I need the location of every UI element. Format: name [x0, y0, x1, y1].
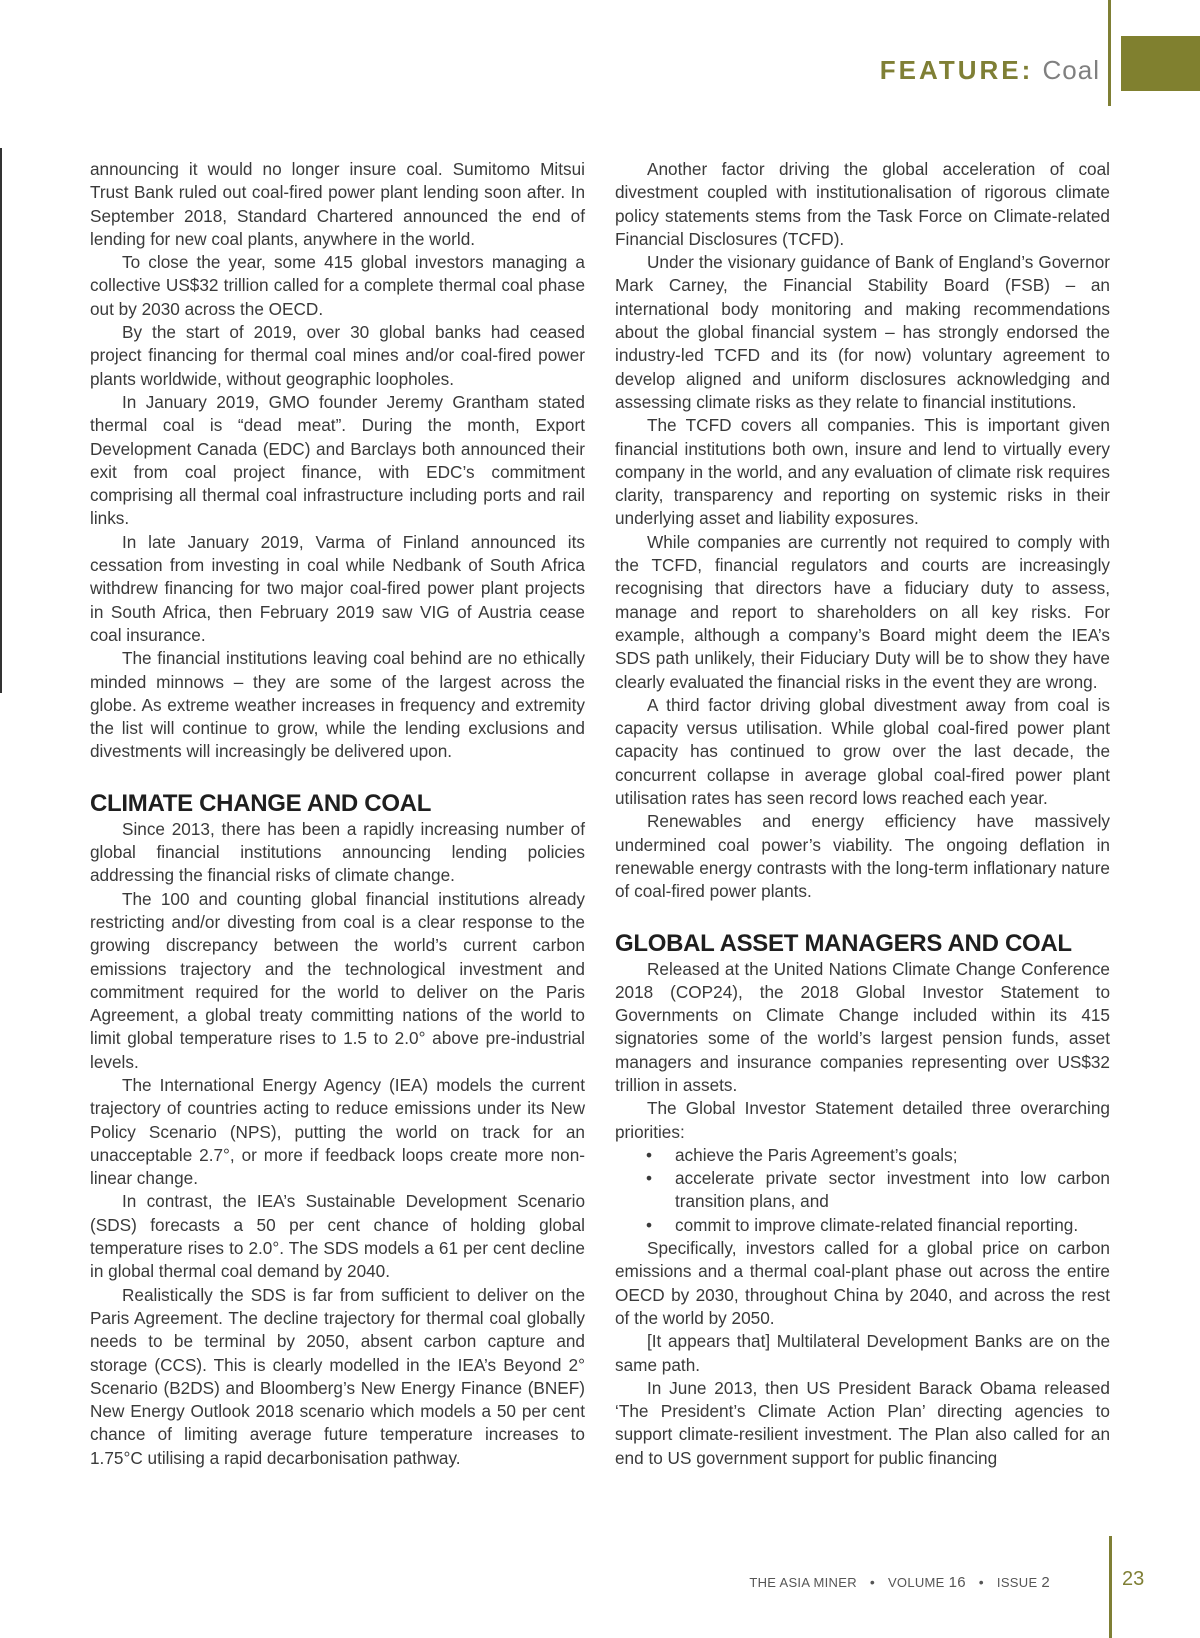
priorities-list	[615, 1144, 1110, 1237]
publication-name: THE ASIA MINER	[749, 1575, 857, 1590]
header-color-block	[1121, 36, 1200, 91]
footer-divider	[1109, 1536, 1112, 1638]
section-heading-climate-change: CLIMATE CHANGE AND COAL	[90, 789, 432, 817]
feature-label: FEATURE:	[879, 55, 1034, 85]
left-column	[90, 158, 585, 1470]
page-number: 23	[1122, 1568, 1145, 1590]
volume-number: 16	[948, 1574, 966, 1591]
header-divider	[1108, 0, 1111, 106]
volume-label: VOLUME	[887, 1575, 945, 1590]
paragraph: While companies are currently not required to comply with the TCFD, financial regulators and courts are increasingly recognising that directors have a fiduciary duty to assess, manage and report to shareholders on all key risks. For example, although a company’s Board might deem the IEA’s SDS path unlikely, their Fiduciary Duty will be to show they have clearly evaluated the financial risks in the event they are wrong.	[615, 531, 1110, 692]
paragraph: announcing it would no longer insure coal. Sumitomo Mitsui Trust Bank ruled out coal-fired power plant lending soon after. In September 2018, Standard Chartered announced the end of lending for new coal plants, anywhere in the world.	[90, 159, 585, 249]
paragraph: The 100 and counting global financial institutions already restricting and/or divesting from coal is a clear response to the growing discrepancy between the world’s current carbon emissions trajectory and the technological investment and commitment required for the world to deliver on the Paris Agreement, a global treaty committing nations of the world to limit global temperature rises to 1.5 to 2.0° above pre-industrial levels.	[90, 888, 585, 1072]
list-item	[615, 1214, 1110, 1237]
paragraph: Realistically the SDS is far from sufficient to deliver on the Paris Agreement. The decline trajectory for thermal coal globally needs to be terminal by 2050, absent carbon capture and storage (CCS). This is clearly modelled in the IEA’s Beyond 2° Scenario (B2DS) and Bloomberg’s New Energy Finance (BNEF) New Energy Outlook 2018 scenario which models a 50 per cent chance of limiting average future temperature increases to 1.75°C utilising a rapid decarbonisation pathway.	[90, 1284, 585, 1468]
list-item	[615, 1167, 1110, 1214]
paragraph: The financial institutions leaving coal behind are no ethically minded minnows – they are some of the largest across the globe. As extreme weather increases in frequency and extremity the list will continue to grow, while the lending exclusions and divestments will increasingly be delivered upon.	[90, 648, 585, 762]
paragraph: In late January 2019, Varma of Finland announced its cessation from investing in coal while Nedbank of South Africa withdrew financing for two major coal-fired power plant projects in South Africa, then February 2019 saw VIG of Austria cease coal insurance.	[90, 531, 585, 645]
paragraph: [It appears that] Multilateral Development Banks are on the same path.	[615, 1331, 1110, 1375]
paragraph: In June 2013, then US President Barack Obama released ‘The President’s Climate Action Plan’ directing agencies to support climate-resilient investment. The Plan also called for an end to US government support for public financing	[615, 1377, 1110, 1468]
list-item-text: achieve the Paris Agreement’s goals;	[675, 1144, 958, 1165]
issue-label: ISSUE	[996, 1575, 1038, 1590]
feature-topic: Coal	[1042, 55, 1100, 85]
paragraph: In January 2019, GMO founder Jeremy Grantham stated thermal coal is “dead meat”. During the month, Export Development Canada (EDC) and Barclays both announced their exit from coal project finance, with EDC’s commitment comprising all thermal coal infrastructure including ports and rail links.	[90, 391, 585, 529]
section-heading-asset-managers: GLOBAL ASSET MANAGERS AND COAL	[615, 929, 1072, 957]
paragraph: A third factor driving global divestment away from coal is capacity versus utilisation. While global coal-fired power plant capacity has continued to grow over the last decade, the concurrent collapse in average global coal-fired power plant utilisation rates has seen record lows reached each year.	[615, 694, 1110, 809]
footer-publication-info	[749, 1574, 1050, 1591]
bullet-icon: •	[646, 1214, 653, 1235]
page-edge-shadow	[0, 148, 2, 693]
paragraph: The TCFD covers all companies. This is important given financial institutions both own, insure and lend to virtually every company in the world, and any evaluation of climate risk requires clarity, transparency and reporting on systemic risks in their underlying asset and liability exposures.	[615, 415, 1110, 529]
paragraph: Another factor driving the global acceleration of coal divestment coupled with institutionalisation of rigorous climate policy statements stems from the Task Force on Climate-related Financial Disclosures (TCFD).	[615, 159, 1110, 249]
paragraph: Under the visionary guidance of Bank of England’s Governor Mark Carney, the Financial Stability Board (FSB) – an international body monitoring and making recommendations about the global financial system – has strongly endorsed the industry-led TCFD and its (for now) voluntary agreement to develop aligned and uniform disclosures acknowledging and assessing climate risks as they relate to financial institutions.	[615, 252, 1110, 412]
list-item-text: accelerate private sector investment into low carbon transition plans, and	[675, 1168, 1110, 1212]
right-column	[615, 158, 1110, 1470]
paragraph: Released at the United Nations Climate Change Conference 2018 (COP24), the 2018 Global Investor Statement to Governments on Climate Change included within its 415 signatories some of the world’s largest pension funds, asset managers and insurance companies representing over US$32 trillion in assets.	[615, 958, 1110, 1095]
separator-dot-icon: •	[978, 1574, 984, 1590]
paragraph: Specifically, investors called for a global price on carbon emissions and a thermal coal-plant phase out across the entire OECD by 2030, throughout China by 2040, and across the rest of the world by 2050.	[615, 1238, 1110, 1328]
paragraph: To close the year, some 415 global investors managing a collective US$32 trillion called for a complete thermal coal phase out by 2030 across the OECD.	[90, 252, 585, 319]
feature-header	[880, 55, 1100, 86]
paragraph: Since 2013, there has been a rapidly increasing number of global financial institutions announcing lending policies addressing the financial risks of climate change.	[90, 818, 585, 886]
paragraph: By the start of 2019, over 30 global banks had ceased project financing for thermal coal mines and/or coal-fired power plants worldwide, without geographic loopholes.	[90, 322, 585, 389]
paragraph: In contrast, the IEA’s Sustainable Development Scenario (SDS) forecasts a 50 per cent chance of holding global temperature rises to 2.0°. The SDS models a 61 per cent decline in global thermal coal demand by 2040.	[90, 1191, 585, 1282]
separator-dot-icon: •	[869, 1574, 876, 1590]
issue-number: 2	[1041, 1574, 1050, 1591]
paragraph: The Global Investor Statement detailed three overarching priorities:	[615, 1098, 1110, 1142]
paragraph: The International Energy Agency (IEA) models the current trajectory of countries acting to reduce emissions under its New Policy Scenario (NPS), putting the world on track for an unacceptable 2.7°, or more if feedback loops create more non-linear change.	[90, 1074, 585, 1189]
list-item-text: commit to improve climate-related financial reporting.	[675, 1214, 1079, 1235]
list-item	[615, 1144, 1110, 1167]
bullet-icon: •	[646, 1168, 653, 1189]
paragraph: Renewables and energy efficiency have massively undermined coal power’s viability. The ongoing deflation in renewable energy contrasts with the long-term inflationary nature of coal-fired power plants.	[615, 811, 1110, 902]
bullet-icon: •	[646, 1144, 653, 1165]
